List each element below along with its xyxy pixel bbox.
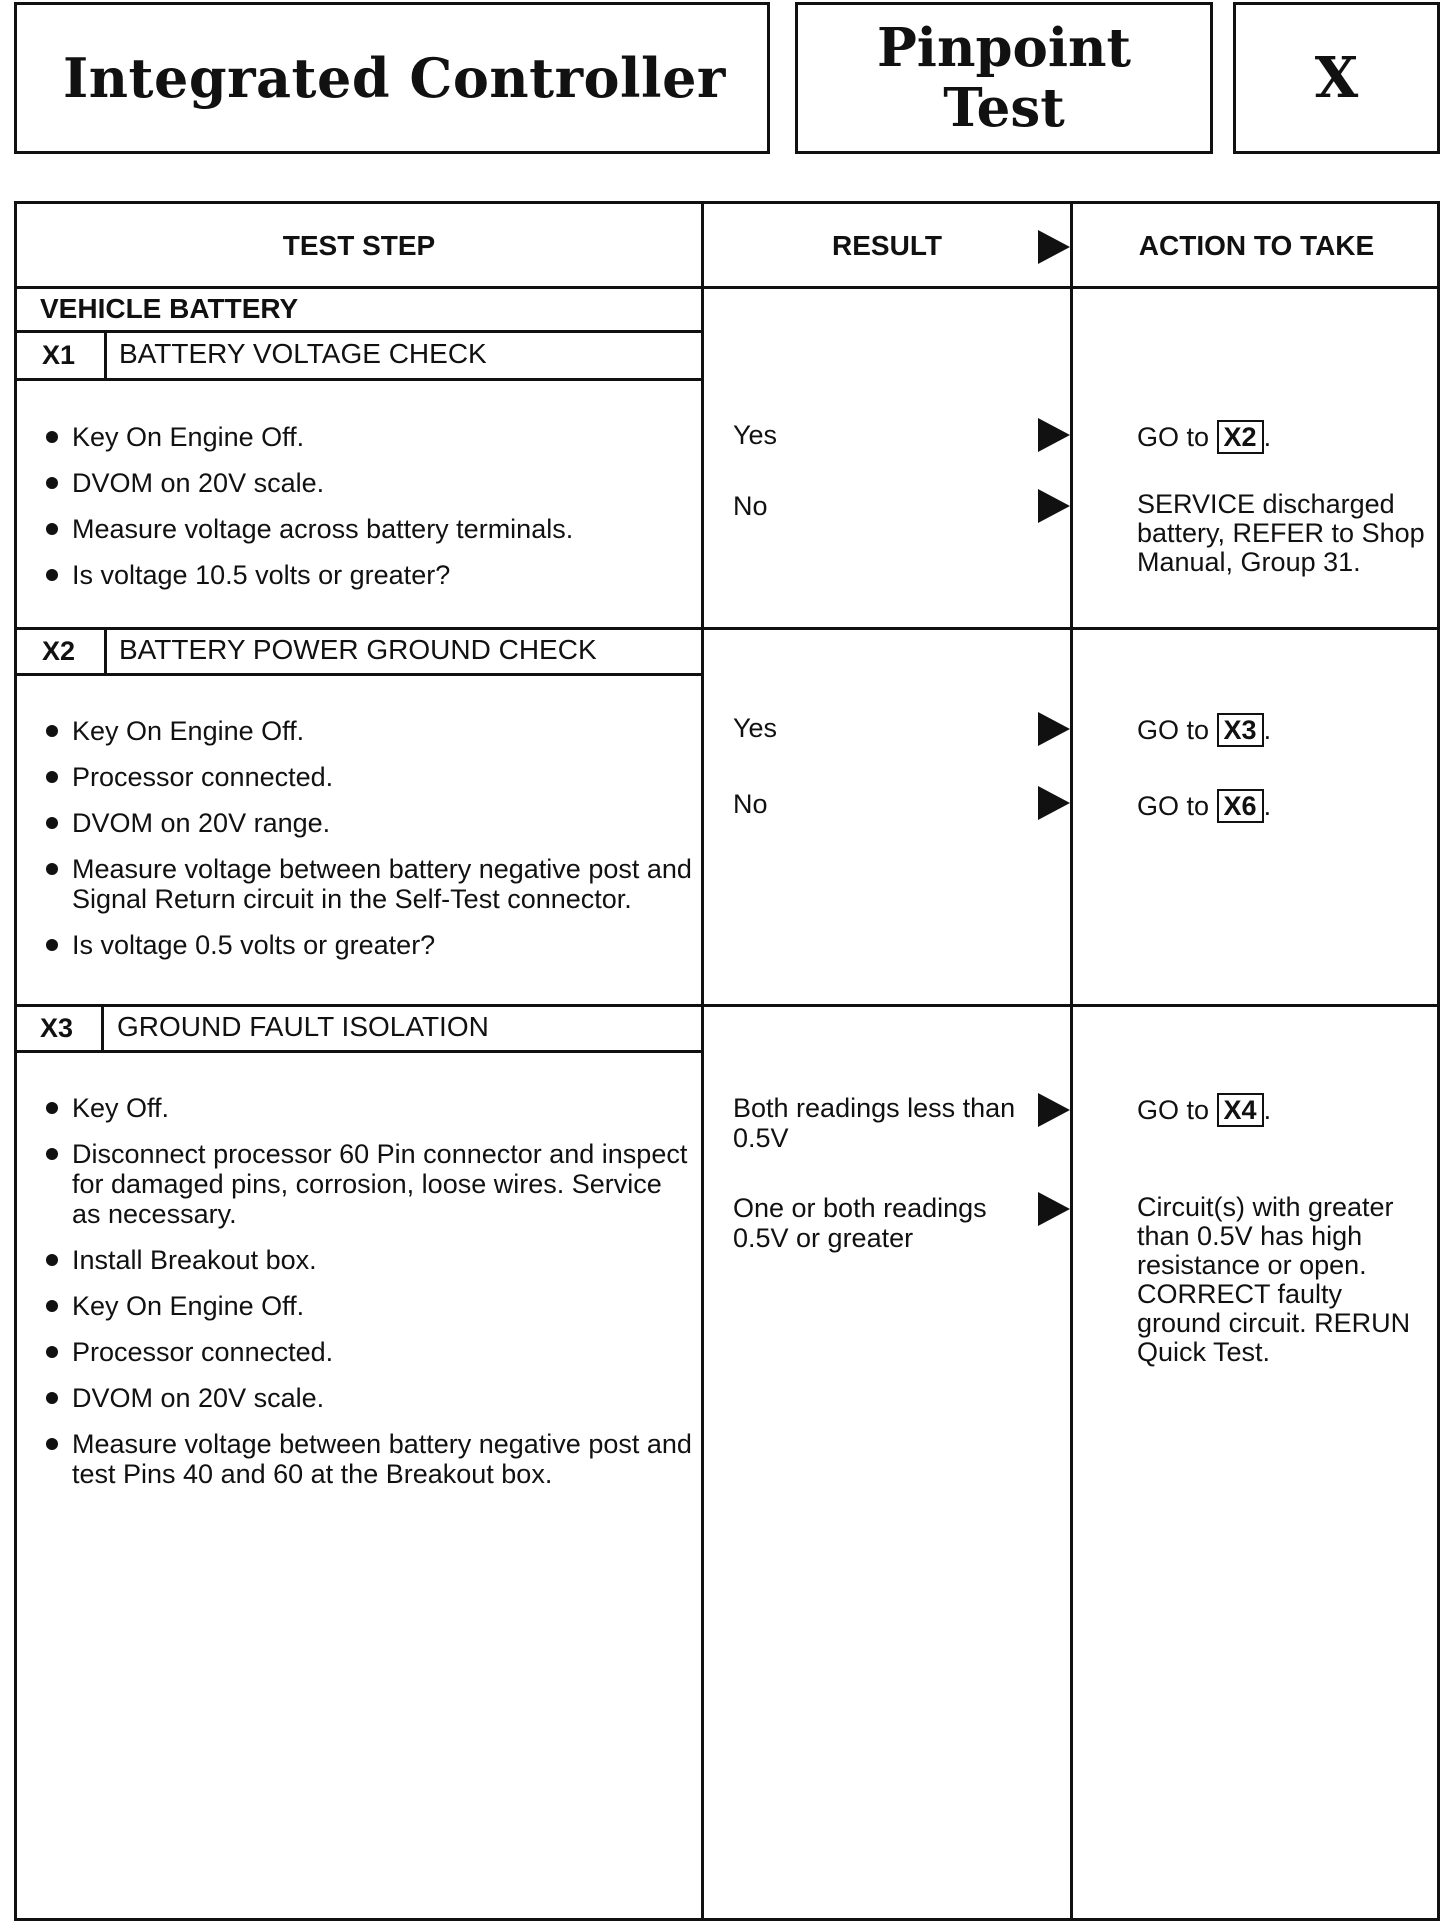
- x2-action-yes: GO to X3 .: [1137, 715, 1272, 745]
- column-header-action: ACTION TO TAKE: [1138, 230, 1375, 261]
- list-item: Measure voltage across battery terminals.: [42, 514, 692, 544]
- x2-title-bottom-line: [14, 673, 701, 676]
- x2-step-id: X2: [42, 636, 76, 666]
- list-item: Install Breakout box.: [42, 1245, 692, 1275]
- x1-action-yes: GO to X2 .: [1137, 422, 1272, 452]
- step-reference: X2: [1217, 420, 1264, 454]
- x3-bullet-list: [42, 1093, 692, 1505]
- list-item: DVOM on 20V range.: [42, 808, 692, 838]
- x1-id-divider: [104, 330, 107, 378]
- step-reference: X6: [1217, 789, 1264, 823]
- column-divider-1: [701, 201, 704, 1921]
- x1-step-id: X1: [42, 340, 76, 370]
- x1-result-yes: Yes: [733, 420, 778, 450]
- test-type-line1: Pinpoint: [876, 17, 1132, 79]
- arrow-icon: [1038, 418, 1070, 452]
- x1-title-bottom-line: [14, 378, 701, 381]
- document-title-box: [14, 2, 770, 154]
- section-title: VEHICLE BATTERY: [40, 293, 299, 324]
- x1-bullet-list: [42, 422, 692, 606]
- x3-result-both-less: Both readings less than 0.5V: [733, 1093, 1016, 1153]
- arrow-icon: [1038, 489, 1070, 523]
- test-letter-box: [1233, 2, 1440, 154]
- list-item: Key On Engine Off.: [42, 422, 692, 452]
- column-header-test-step: TEST STEP: [282, 230, 436, 261]
- test-type-box: [795, 2, 1213, 154]
- document-title: Integrated Controller: [63, 46, 726, 110]
- x2-action-no: GO to X6 .: [1137, 791, 1272, 821]
- list-item: DVOM on 20V scale.: [42, 1383, 692, 1413]
- list-item: Processor connected.: [42, 762, 692, 792]
- x1-action-no: SERVICE discharged battery, REFER to Shop Manual, Group 31.: [1137, 489, 1425, 577]
- x1-step-title: BATTERY VOLTAGE CHECK: [119, 338, 487, 369]
- x3-action-both-less: GO to X4 .: [1137, 1095, 1272, 1125]
- list-item: Is voltage 0.5 volts or greater?: [42, 930, 692, 960]
- list-item: Disconnect processor 60 Pin connector and inspect for damaged pins, corrosion, loose wires. Service as necessary.: [42, 1139, 692, 1229]
- list-item: Is voltage 10.5 volts or greater?: [42, 560, 692, 590]
- x1-row-divider: [14, 627, 1440, 630]
- x3-result-one-or-both: One or both readings 0.5V or greater: [733, 1193, 987, 1253]
- step-reference: X4: [1217, 1093, 1264, 1127]
- list-item: DVOM on 20V scale.: [42, 468, 692, 498]
- arrow-icon: [1038, 1192, 1070, 1226]
- x3-step-id: X3: [40, 1013, 74, 1043]
- test-letter: X: [1314, 45, 1359, 111]
- list-item: Key Off.: [42, 1093, 692, 1123]
- x2-bullet-list: [42, 716, 692, 976]
- x1-result-no: No: [733, 491, 768, 521]
- column-header-result: RESULT: [832, 230, 942, 261]
- list-item: Key On Engine Off.: [42, 716, 692, 746]
- list-item: Processor connected.: [42, 1337, 692, 1367]
- step-reference: X3: [1217, 713, 1264, 747]
- list-item: Measure voltage between battery negative post and test Pins 40 and 60 at the Breakout box.: [42, 1429, 692, 1489]
- list-item: Measure voltage between battery negative post and Signal Return circuit in the Self-Test connector.: [42, 854, 692, 914]
- x3-id-divider: [101, 1004, 104, 1052]
- x2-result-no: No: [733, 789, 768, 819]
- x2-id-divider: [104, 627, 107, 675]
- x2-row-divider: [14, 1004, 1440, 1007]
- arrow-icon: [1038, 712, 1070, 746]
- x2-result-yes: Yes: [733, 713, 778, 743]
- result-arrow-icon: [1038, 230, 1070, 264]
- x3-title-bottom-line: [14, 1050, 701, 1053]
- arrow-icon: [1038, 786, 1070, 820]
- list-item: Key On Engine Off.: [42, 1291, 692, 1321]
- column-divider-2: [1070, 201, 1073, 1921]
- x3-step-title: GROUND FAULT ISOLATION: [117, 1011, 489, 1042]
- x1-title-top-line: [14, 330, 701, 333]
- x2-step-title: BATTERY POWER GROUND CHECK: [119, 634, 597, 665]
- test-type-line2: Test: [943, 77, 1065, 139]
- arrow-icon: [1038, 1093, 1070, 1127]
- header-row-divider: [14, 286, 1440, 289]
- x3-action-one-or-both: Circuit(s) with greater than 0.5V has high resistance or open. CORRECT faulty ground circuit. RERUN Quick Test.: [1137, 1192, 1411, 1367]
